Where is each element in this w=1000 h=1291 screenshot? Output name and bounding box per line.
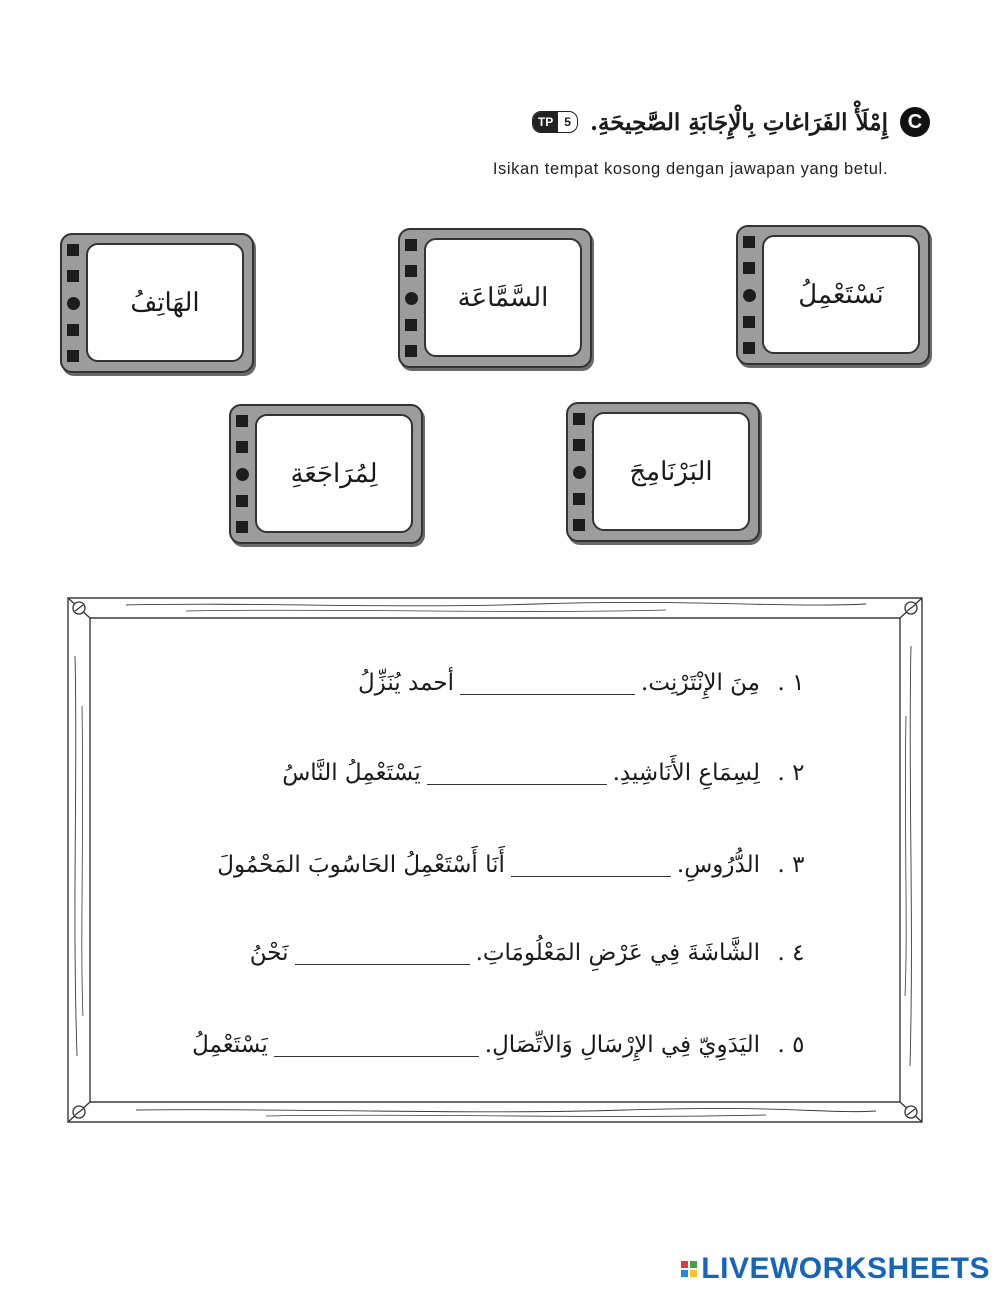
section-badge: C [900,107,930,137]
question-number: ٢ . [777,760,805,786]
film-strip [235,415,249,533]
question-number: ٤ . [777,940,805,966]
word-card[interactable] [566,402,760,542]
question-row [162,843,822,887]
instruction-subtitle: Isikan tempat kosong dengan jawapan yang betul. [492,160,888,178]
question-text-after: اليَدَوِيّ فِي الإِرْسَالِ وَالاتِّصَالِ. [484,1032,760,1058]
question-number: ١ . [777,670,805,696]
word-card[interactable] [229,404,423,544]
logo-block [681,1270,688,1277]
answer-blank[interactable] [511,854,671,877]
question-row [162,751,822,795]
question-row [162,661,822,705]
question-text-after: الشَّاشَةَ فِي عَرْضِ المَعْلُومَاتِ. [475,940,760,966]
film-strip [66,244,80,362]
word-card-text: السَّمَّاعَة [424,238,582,357]
exercise-title: إِمْلَأْ الفَرَاغاتِ بِالْإِجَابَةِ الصَّحِيحَةِ. [589,108,888,136]
word-card[interactable] [736,225,930,365]
question-text-after: مِنَ الإِنْتَرْنِت. [641,670,760,696]
question-text-after: الدُّرُوسِ. [676,852,760,878]
question-number: ٥ . [777,1032,805,1058]
question-row [162,931,822,975]
exercise-header [490,100,930,144]
question-text-before: أَنَا أَسْتَعْمِلُ الحَاسُوبَ المَحْمُولَ [217,852,505,878]
question-text-before: أحمد يُنَزِّلُ [357,670,455,696]
answer-blank[interactable] [460,672,635,695]
word-card[interactable] [60,233,254,373]
tp-level-badge [532,111,578,133]
word-card[interactable] [398,228,592,368]
answer-blank[interactable] [274,1034,479,1057]
question-text-before: يَسْتَعْمِلُ [192,1032,268,1058]
tp-level: 5 [564,115,571,129]
film-strip [404,239,418,357]
logo-icon [681,1261,697,1277]
word-card-text: البَرْنَامِجَ [592,412,750,531]
word-card-text: نَسْتَعْمِلُ [762,235,920,354]
question-text-before: نَحْنُ [249,940,289,966]
tp-label: TP [533,112,558,132]
answer-blank[interactable] [295,942,470,965]
logo-block [690,1270,697,1277]
word-card-text: لِمُرَاجَعَةِ [255,414,413,533]
answer-blank[interactable] [427,762,607,785]
brand-name: LIVEWORKSHEETS [701,1252,990,1285]
question-text-before: يَسْتَعْمِلُ النَّاسُ [282,760,421,786]
question-row [162,1023,822,1067]
film-strip [742,236,756,354]
word-card-text: الهَاتِفُ [86,243,244,362]
question-number: ٣ . [777,852,805,878]
question-text-after: لِسِمَاعِ الأَنَاشِيدِ. [612,760,760,786]
liveworksheets-logo [681,1252,990,1286]
logo-block [681,1261,688,1268]
logo-block [690,1261,697,1268]
film-strip [572,413,586,531]
